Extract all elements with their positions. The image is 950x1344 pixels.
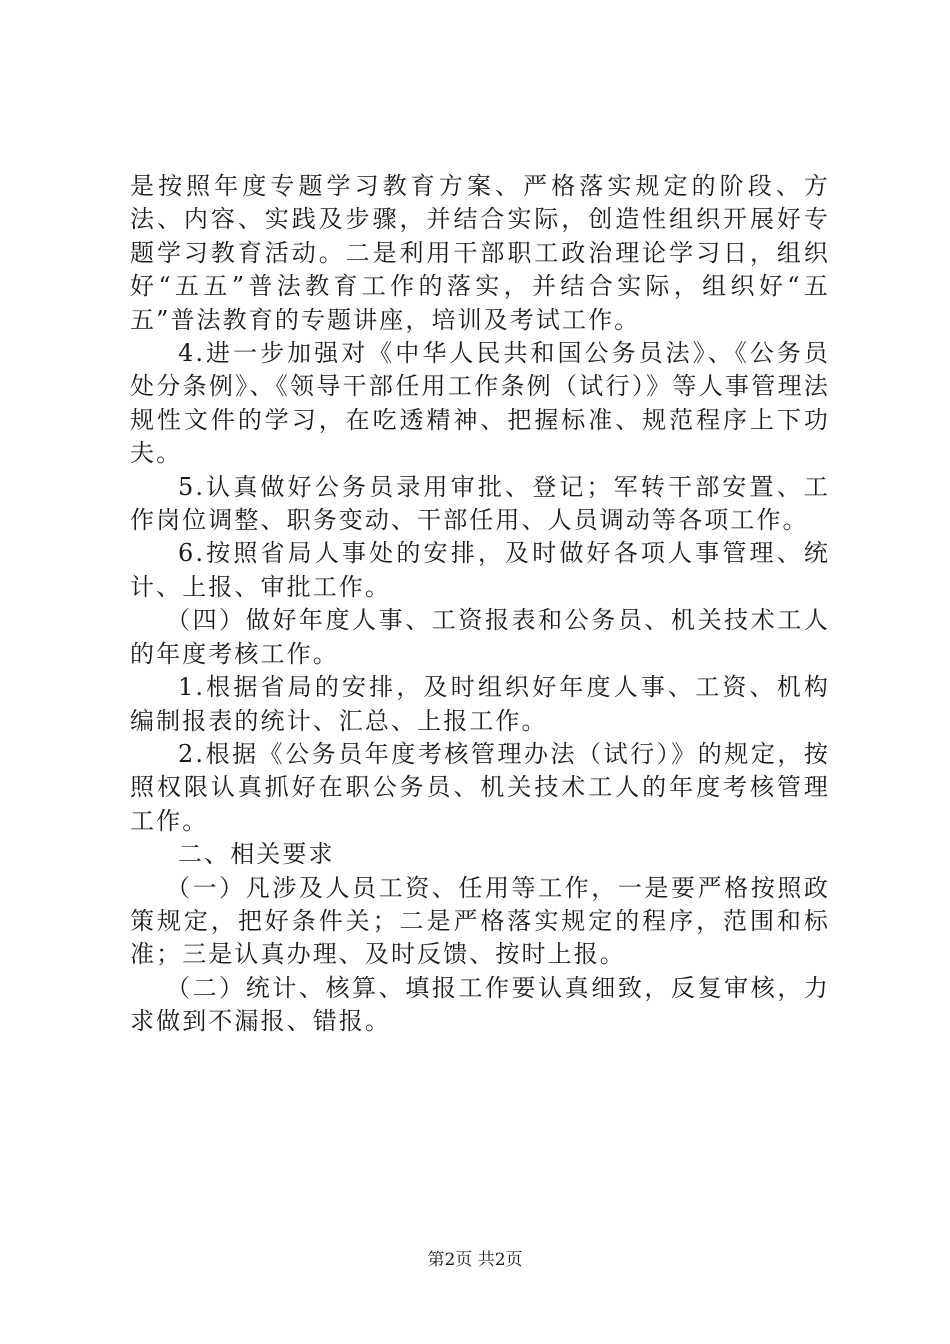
paragraph-item-6: 6.按照省局人事处的安排，及时做好各项人事管理、统计、上报、审批工作。	[130, 539, 830, 601]
requirement-item-1: （一）凡涉及人员工资、任用等工作，一是要严格按照政策规定，把好条件关；二是严格落实规定的程序，范围和标准；三是认真办理、及时反馈、按时上报。	[130, 873, 830, 969]
requirement-item-2: （二）统计、核算、填报工作要认真细致，反复审核，力求做到不漏报、错报。	[130, 973, 830, 1036]
paragraph-continuation: 是按照年度专题学习教育方案、严格落实规定的阶段、方法、内容、实践及步骤，并结合实际，创造性组织开展好专题学习教育活动。二是利用干部职工政治理论学习日，组织好“五五”普法教育工作的落实，并结合实际，组织好“五五”普法教育的专题讲座，培训及考试工作。	[130, 172, 830, 334]
section-heading-4: （四）做好年度人事、工资报表和公务员、机关技术工人的年度考核工作。	[130, 606, 830, 668]
paragraph-item-1: 1.根据省局的安排，及时组织好年度人事、工资、机构编制报表的统计、汇总、上报工作。	[130, 673, 830, 735]
paragraph-item-4: 4.进一步加强对《中华人民共和国公务员法》、《公务员处分条例》、《领导干部任用工作条例（试行）》等人事管理法规性文件的学习，在吃透精神、把握标准、规范程序上下功夫。	[130, 339, 830, 468]
paragraph-item-5: 5.认真做好公务员录用审批、登记；军转干部安置、工作岗位调整、职务变动、干部任用、人员调动等各项工作。	[130, 472, 830, 535]
page-footer: 第2页 共2页	[427, 1250, 523, 1270]
section-heading-requirements: 二、相关要求	[178, 840, 335, 869]
document-body	[130, 170, 830, 1039]
paragraph-item-2: 2.根据《公务员年度考核管理办法（试行）》的规定，按照权限认真抓好在职公务员、机关技术工人的年度考核管理工作。	[130, 739, 830, 835]
